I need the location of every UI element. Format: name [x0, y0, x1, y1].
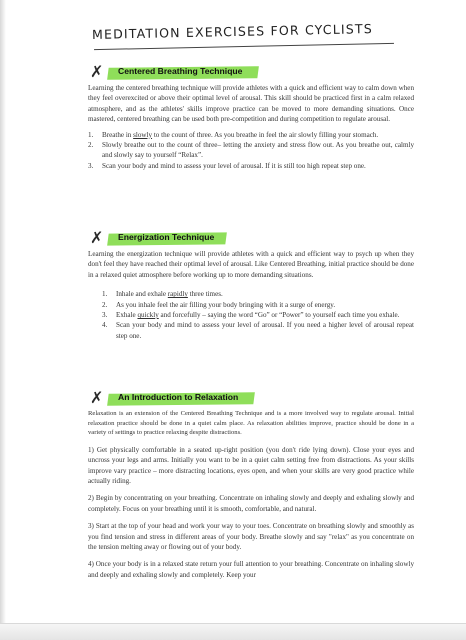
section-heading — [88, 388, 414, 407]
section-heading — [88, 228, 414, 247]
heading-label: An Introduction to Relaxation — [118, 392, 239, 402]
list-item — [88, 140, 414, 161]
step-number: 1. — [102, 290, 108, 299]
list-item — [88, 161, 414, 171]
section-heading — [88, 62, 414, 81]
step-number: 3. — [88, 161, 94, 170]
step-text: and forcefully – saying the word “Go” or “Power” to yourself each time you exhale. — [158, 311, 400, 320]
list-item — [102, 310, 414, 320]
heading-label: Energization Technique — [118, 232, 215, 242]
section-energization — [88, 228, 414, 341]
scan-bottom-edge — [0, 623, 466, 640]
list-item — [102, 289, 414, 299]
step-emphasis: slowly — [133, 130, 153, 139]
step-text: to the count of three. As you breathe in feel the air slowly filling your stomach. — [152, 130, 379, 139]
step-number: 4. — [102, 321, 108, 330]
numbered-paragraph: 2) Begin by concentrating on your breathing. Concentrate on inhaling slowly and deeply and exhaling slowly and completely. Focus on your breathing until it is smooth, comfortable, and natural. — [88, 494, 414, 513]
step-number: 3. — [102, 311, 108, 320]
list-item — [88, 130, 414, 140]
section-relaxation — [88, 388, 414, 580]
checkmark-icon: ✗ — [90, 228, 104, 247]
checkmark-icon: ✗ — [90, 62, 104, 81]
step-emphasis: rapidly — [167, 290, 188, 299]
step-text: Slowly breathe out to the count of three– letting the anxiety and stress flow out. As you breathe out, calmly and slowly say to yourself “Relax”. — [102, 141, 414, 160]
step-emphasis: quickly — [137, 311, 159, 320]
numbered-paragraph: 3) Start at the top of your head and work your way to your toes. Concentrate on breathing slowly and smoothly as you find tension and stress in different areas of your body. Breathe slowly and say "relax" as you concentrate on the tension melting away or flowing out of your body. — [88, 522, 414, 552]
step-text: three times. — [187, 290, 223, 299]
title-block — [88, 22, 408, 52]
title-underline — [94, 43, 394, 50]
numbered-paragraph: 4) Once your body is in a relaxed state return your full attention to your breathing. Concentrate on inhaling slowly and deeply and exhaling slowly and completely. Keep your — [88, 560, 414, 579]
steps-list — [88, 130, 414, 172]
checkmark-icon: ✗ — [90, 388, 104, 407]
scan-edge-shadow — [0, 0, 6, 640]
step-text: Scan your body and mind to assess your level of arousal. If it is still too high repeat step one. — [102, 161, 366, 170]
step-number: 2. — [88, 141, 94, 150]
step-text: Scan your body and mind to assess your level of arousal. If you need a higher level of arousal repeat step one. — [116, 321, 414, 340]
steps-list — [88, 289, 414, 341]
section-intro: Learning the centered breathing technique will provide athletes with a quick and efficient way to calm down when they feel overexcited or above their optimal level of arousal. This skill should be practiced first in a calm relaxed atmosphere, and as the athletes' skills improve practice can be moved to more demanding situations. Once mastered, centered breathing can be used both pre-competition and during competition to regulate arousal. — [88, 84, 414, 124]
step-number: 2. — [102, 300, 108, 309]
step-text: Exhale — [116, 311, 138, 320]
heading-label: Centered Breathing Technique — [118, 66, 243, 76]
list-item — [102, 320, 414, 341]
section-intro: Learning the energization technique will provide athletes with a quick and efficient way to psych up when they don't feel they have reached their optimal level of arousal. Like Centered Breathing, initial practice should be done in a relaxed quiet atmosphere before working up to more demanding situations. — [88, 250, 414, 279]
section-centered-breathing — [88, 62, 414, 171]
numbered-paragraph: 1) Get physically comfortable in a seated up-right position (you don't ride lying down). Close your eyes and uncross your legs and arms. Initially you want to be in a quiet calm setting free from distractions. As your skills improve vary practice – more distracting locations, eyes open, and when your skills are very good practice while actually riding. — [88, 445, 414, 485]
page-title: MEDITATION EXERCISES FOR CYCLISTS — [91, 21, 374, 42]
list-item — [102, 300, 414, 310]
section-intro: Relaxation is an extension of the Centered Breathing Technique and is a more involved way to regulate arousal. Initial relaxation practice should be done in a quiet calm place. As relaxation abilities improve, practice should be done in a variety of settings to practice relaxing despite distractions. — [88, 410, 414, 437]
step-number: 1. — [88, 130, 94, 139]
step-text: Inhale and exhale — [116, 290, 168, 299]
step-text: Breathe in — [102, 130, 134, 139]
step-text: As you inhale feel the air filling your body bringing with it a surge of energy. — [116, 300, 336, 309]
